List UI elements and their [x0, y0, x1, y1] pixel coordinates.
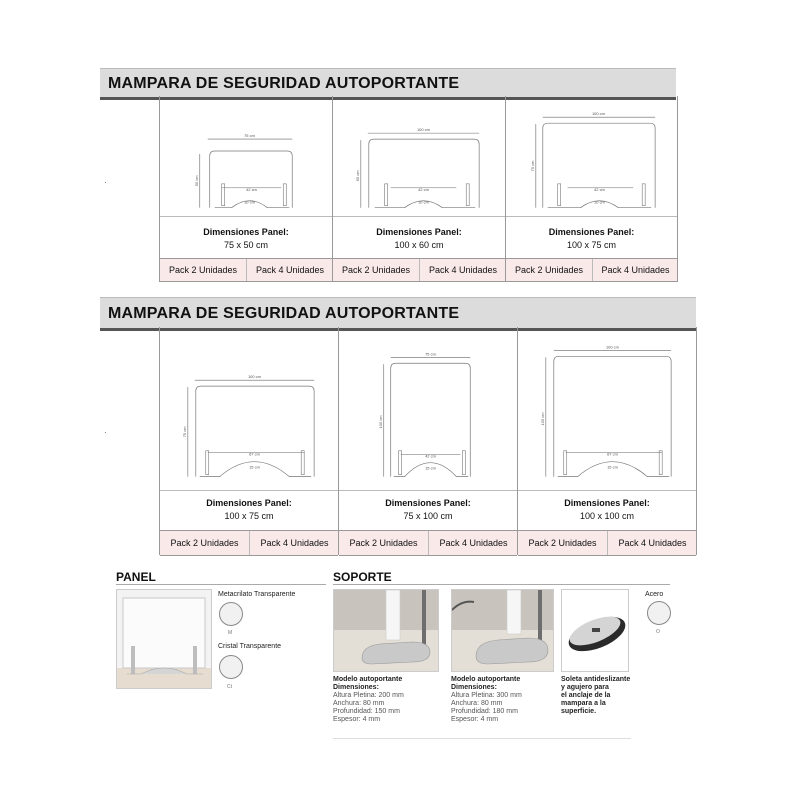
support-photo-2 [451, 589, 554, 672]
panel-drawing [339, 327, 517, 491]
dims-value: 100 x 75 cm [566, 240, 617, 250]
dims-value: 75 x 100 cm [403, 511, 453, 521]
base-label: 10 cm [418, 199, 429, 205]
gap-label: 42 cm [594, 186, 605, 192]
panel-option-2-code: Ct [227, 684, 232, 690]
dims-title: Dimensiones Panel: [206, 498, 292, 508]
soporte-title: SOPORTE [333, 570, 392, 584]
soporte-bottom-rule [333, 738, 631, 739]
width-label: 100 cm [416, 127, 430, 133]
panel-drawing [160, 327, 338, 491]
panel-drawing [518, 327, 696, 491]
base-label: 10 cm [244, 199, 255, 205]
acero-swatch[interactable] [647, 601, 671, 625]
note-line-1: Soleta antideslizante [561, 676, 631, 683]
dims-title: Dimensiones Panel: [203, 227, 289, 237]
model-1-dims-title: Dimensiones: [333, 684, 379, 691]
pack-row [333, 258, 505, 282]
panel-drawing [160, 96, 332, 217]
panel-drawing [506, 96, 677, 217]
pack-4-button[interactable]: Pack 4 Unidades [428, 265, 498, 275]
pack-2-button[interactable]: Pack 2 Unidades [160, 531, 250, 555]
section-2-table [159, 327, 697, 555]
model-1-line-3: Profundidad: 150 mm [333, 708, 400, 715]
height-label: 100 cm [539, 412, 545, 426]
support-photo-3 [561, 589, 629, 672]
base-label: 15 cm [425, 465, 436, 471]
gap-label: 42 cm [425, 453, 436, 459]
section-1-table [159, 96, 678, 282]
pack-4-button[interactable]: Pack 4 Unidades [439, 538, 508, 548]
panel-title: PANEL [116, 570, 156, 584]
width-label: 100 cm [605, 344, 619, 350]
note-line-5: superficie. [561, 708, 597, 715]
finish-label: Acero [645, 591, 664, 598]
height-label: 100 cm [377, 415, 383, 429]
width-label: 75 cm [425, 351, 436, 357]
gap-label: 67 cm [249, 451, 260, 457]
width-label: 75 cm [244, 133, 255, 139]
pack-4-button[interactable]: Pack 4 Unidades [618, 538, 687, 548]
panel-rule [116, 584, 326, 585]
note-line-3: el anclaje de la [561, 692, 611, 699]
support-photo-2-image [452, 590, 553, 671]
pack-row [160, 258, 332, 282]
support-photo-1 [333, 589, 439, 672]
model-card [160, 327, 339, 555]
dims-title: Dimensiones Panel: [564, 498, 650, 508]
pack-2-button[interactable]: Pack 2 Unidades [160, 259, 247, 281]
pack-row [160, 530, 338, 556]
soporte-rule [333, 584, 670, 585]
model-2-line-3: Profundidad: 180 mm [451, 708, 518, 715]
gap-label: 67 cm [607, 451, 618, 457]
panel-option-1-label: Metacrilato Transparente [218, 591, 296, 598]
support-photo-1-image [334, 590, 438, 671]
dims-block [333, 226, 505, 252]
note-line-4: mampara a la [561, 700, 606, 707]
model-1-line-2: Anchura: 80 mm [333, 700, 385, 707]
metacrilato-swatch[interactable] [219, 602, 243, 626]
gap-label: 42 cm [246, 186, 257, 192]
bullet-mark: · [104, 178, 107, 187]
pack-row [506, 258, 677, 282]
dims-value: 100 x 60 cm [394, 240, 444, 250]
model-1-name: Modelo autoportante [333, 676, 403, 683]
dims-block [339, 497, 517, 523]
pack-2-button[interactable]: Pack 2 Unidades [518, 531, 608, 555]
dims-block [160, 497, 338, 523]
pack-2-button[interactable]: Pack 2 Unidades [506, 259, 593, 281]
dims-block [518, 497, 696, 523]
height-label: 75 cm [529, 160, 535, 172]
base-label: 15 cm [249, 464, 260, 470]
section-2-header [100, 297, 696, 331]
panel-photo [116, 589, 212, 689]
bullet-mark: · [104, 428, 107, 437]
note-line-2: y agujero para [561, 684, 609, 691]
model-card [160, 96, 333, 282]
model-1-line-1: Altura Pletina: 200 mm [333, 692, 404, 699]
panel-option-2-label: Cristal Transparente [218, 643, 282, 650]
height-label: 75 cm [181, 426, 187, 438]
pack-2-button[interactable]: Pack 2 Unidades [339, 531, 429, 555]
pack-row [518, 530, 696, 556]
dims-value: 100 x 75 cm [224, 511, 274, 521]
dims-title: Dimensiones Panel: [385, 498, 471, 508]
model-card [333, 96, 506, 282]
model-2-line-2: Anchura: 80 mm [451, 700, 503, 707]
width-label: 100 cm [591, 111, 605, 117]
dims-value: 75 x 50 cm [223, 240, 269, 250]
support-photo-3-image [562, 590, 628, 671]
model-card [518, 327, 697, 555]
panel-drawing [333, 96, 505, 217]
finish-code: O [656, 629, 660, 635]
panel-photo-image [117, 590, 211, 688]
dims-block [160, 226, 332, 252]
model-card [506, 96, 678, 282]
model-2-name: Modelo autoportante [451, 676, 521, 683]
cristal-swatch[interactable] [219, 655, 243, 679]
dims-block [506, 226, 677, 252]
pack-2-button[interactable]: Pack 2 Unidades [333, 259, 420, 281]
model-1-line-4: Espesor: 4 mm [333, 716, 381, 723]
dims-value: 100 x 100 cm [579, 511, 635, 521]
height-label: 60 cm [354, 170, 360, 182]
pack-4-button[interactable]: Pack 4 Unidades [260, 538, 329, 548]
height-label: 50 cm [193, 175, 199, 187]
width-label: 100 cm [247, 374, 261, 380]
gap-label: 42 cm [418, 186, 429, 192]
base-label: 10 cm [594, 199, 605, 205]
dims-title: Dimensiones Panel: [376, 227, 462, 237]
pack-4-button[interactable]: Pack 4 Unidades [601, 265, 670, 275]
model-2-dims-title: Dimensiones: [451, 684, 497, 691]
pack-4-button[interactable]: Pack 4 Unidades [255, 265, 325, 275]
section-1-title: MAMPARA DE SEGURIDAD AUTOPORTANTE [108, 75, 460, 92]
model-2-line-4: Espesor: 4 mm [451, 716, 499, 723]
pack-row [339, 530, 517, 556]
model-2-line-1: Altura Pletina: 300 mm [451, 692, 522, 699]
model-card [339, 327, 518, 555]
panel-option-1-code: M [228, 630, 233, 636]
section-2-title: MAMPARA DE SEGURIDAD AUTOPORTANTE [108, 305, 460, 322]
dims-title: Dimensiones Panel: [548, 227, 635, 237]
base-label: 15 cm [607, 464, 618, 470]
